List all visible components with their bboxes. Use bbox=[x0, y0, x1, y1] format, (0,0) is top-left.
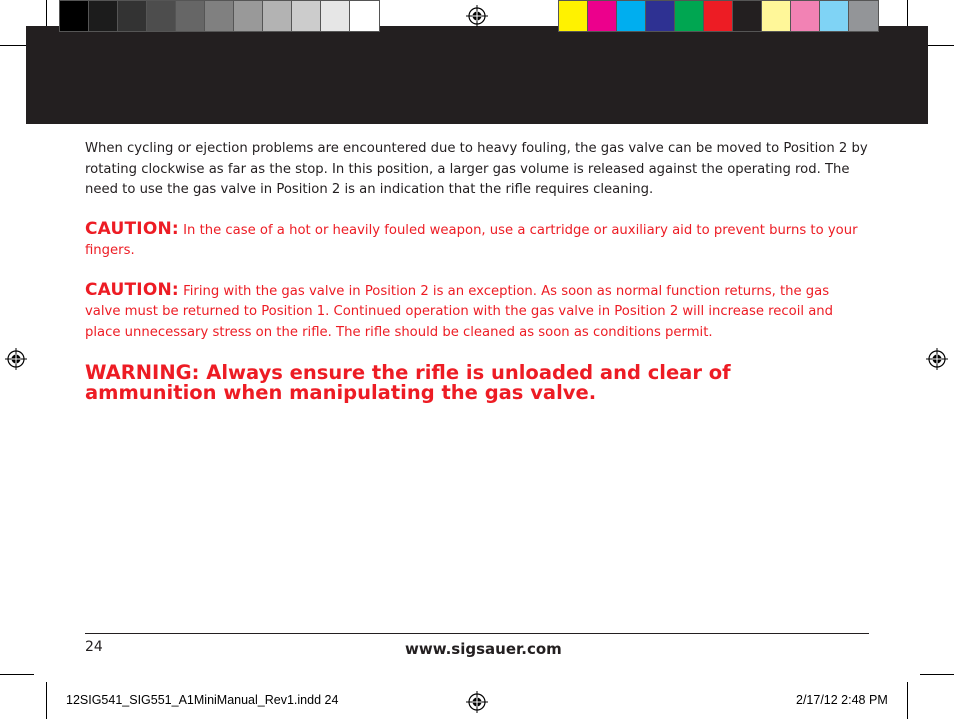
caution-label: CAUTION: bbox=[85, 218, 179, 239]
warning-unloaded: WARNING: Always ensure the rifle is unloaded and clear of ammunition when manipulating the gas valve. bbox=[85, 361, 731, 404]
color-swatch bbox=[849, 1, 878, 31]
crop-mark bbox=[907, 682, 908, 719]
slug-date: 2/17/12 2:48 PM bbox=[796, 693, 888, 707]
color-swatch bbox=[350, 1, 379, 31]
color-swatch bbox=[147, 1, 176, 31]
process-color-bar bbox=[558, 0, 879, 32]
caution-burns bbox=[85, 219, 875, 262]
registration-target-icon bbox=[5, 348, 27, 370]
registration-target-icon bbox=[926, 348, 948, 370]
color-swatch bbox=[646, 1, 675, 31]
color-swatch bbox=[733, 1, 762, 31]
color-swatch bbox=[675, 1, 704, 31]
manual-content bbox=[85, 139, 875, 403]
crop-mark bbox=[920, 674, 954, 675]
color-swatch bbox=[791, 1, 820, 31]
color-swatch bbox=[205, 1, 234, 31]
grayscale-color-bar bbox=[59, 0, 380, 32]
color-swatch bbox=[704, 1, 733, 31]
footer-rule bbox=[85, 633, 869, 634]
color-swatch bbox=[118, 1, 147, 31]
color-swatch bbox=[588, 1, 617, 31]
registration-target-icon bbox=[466, 5, 488, 27]
gas-valve-paragraph: When cycling or ejection problems are encountered due to heavy fouling, the gas valve can be moved to Position 2 by rotating clockwise as far as the stop. In this position, a larger gas volume is released against the operating rod. The need to use the gas valve in Position 2 is an indication that the rifle requires cleaning. bbox=[85, 141, 868, 197]
page-number: 24 bbox=[85, 639, 103, 655]
color-swatch bbox=[292, 1, 321, 31]
caution-text: In the case of a hot or heavily fouled weapon, use a cartridge or auxiliary aid to prevent burns to your fingers. bbox=[85, 222, 858, 258]
color-swatch bbox=[234, 1, 263, 31]
caution-text: Firing with the gas valve in Position 2 is an exception. As soon as normal function returns, the gas valve must be returned to Position 1. Continued operation with the gas valve in Position 2 will increase recoil and place unnecessary stress on the rifle. The rifle should be cleaned as soon as conditions permit. bbox=[85, 283, 834, 340]
color-swatch bbox=[559, 1, 588, 31]
color-swatch bbox=[820, 1, 849, 31]
caution-label: CAUTION: bbox=[85, 279, 179, 300]
color-swatch bbox=[617, 1, 646, 31]
registration-target-icon bbox=[466, 691, 488, 713]
caution-position-2 bbox=[85, 280, 845, 344]
color-swatch bbox=[263, 1, 292, 31]
crop-mark bbox=[46, 682, 47, 719]
header-band bbox=[26, 26, 928, 124]
color-swatch bbox=[762, 1, 791, 31]
website-url: www.sigsauer.com bbox=[405, 640, 562, 658]
color-swatch bbox=[89, 1, 118, 31]
color-swatch bbox=[60, 1, 89, 31]
color-swatch bbox=[321, 1, 350, 31]
crop-mark bbox=[0, 674, 34, 675]
color-swatch bbox=[176, 1, 205, 31]
slug-filename: 12SIG541_SIG551_A1MiniManual_Rev1.indd 24 bbox=[66, 693, 339, 707]
